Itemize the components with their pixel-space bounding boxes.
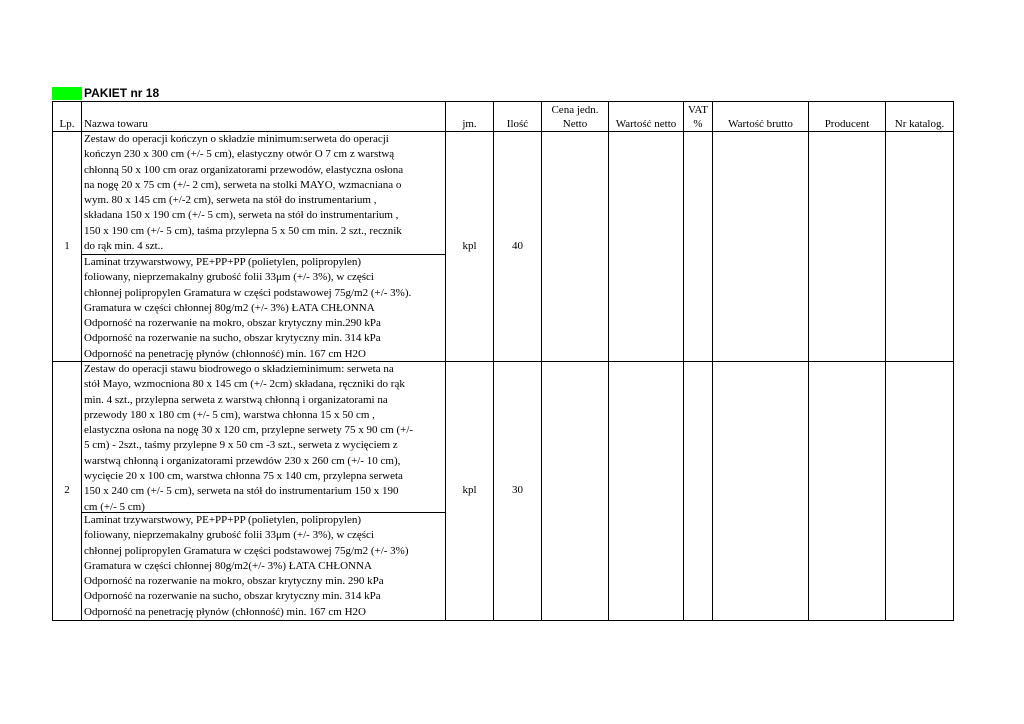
row-lp: 2 — [53, 362, 82, 621]
row-description — [82, 362, 446, 621]
header-cena-line2: Netto — [562, 118, 588, 130]
row-wartosc-brutto-cell[interactable] — [713, 132, 809, 362]
header-lp: Lp. — [53, 102, 82, 132]
table-row — [53, 362, 954, 621]
row-producent-cell[interactable] — [809, 132, 886, 362]
header-vat-line1: VAT — [688, 104, 708, 116]
row-description-set: Zestaw do operacji stawu biodrowego o składzieminimum: serweta na stół Mayo, wzmocniona 80 x 145 cm (+/- 2cm) składana, ręczniki do rąk min. 4 szt., przylepna serweta z warstwą chłonną i organizatorami na przewody 180 x 180 cm (+/- 5 cm), warstwa chłonna 15 x 50 cm , elastyczna osłona na nogę 30 x 120 cm, przylepne serwety 75 x 90 cm (+/- 5 cm) - 2szt., taśmy przylepne 9 x 50 cm -3 szt., serweta z wycięciem z warstwą chłonną i organizatorami przewdów 230 x 260 cm (+/- 10 cm), wycięcie 20 x 100 cm, warstwa chłonna 75 x 140 cm, przylepna serweta 150 x 240 cm (+/- 5 cm), serweta na stół do instrumentarium 150 x 190 cm (+/- 5 cm) — [84, 363, 414, 512]
header-ilosc: Ilość — [494, 102, 542, 132]
header-jm: jm. — [446, 102, 494, 132]
header-cena — [542, 102, 609, 132]
row-wartosc-netto-cell[interactable] — [609, 132, 684, 362]
table-row — [53, 132, 954, 362]
header-vat-line2: % — [693, 118, 703, 130]
header-nazwa: Nazwa towaru — [82, 102, 446, 132]
header-wartosc-brutto: Wartość brutto — [713, 102, 809, 132]
header-row — [53, 102, 954, 132]
row-description-material: Laminat trzywarstwowy, PE+PP+PP (polietylen, polipropylen) foliowany, nieprzemakalny grubość folii 33μm (+/- 3%), w części chłonnej polipropylen Gramatura w części podstawowej 75g/m2 (+/- 3%) Gramatura w części chłonnej 80g/m2(+/- 3%) ŁATA CHŁONNA Odporność na rozerwanie na mokro, obszar krytyczny min. 290 kPa Odporność na rozerwanie na sucho, obszar krytyczny min. 314 kPa Odporność na penetrację płynów (chłonność) min. 167 cm H2O — [82, 512, 445, 620]
product-table — [52, 101, 954, 621]
row-ilosc: 30 — [494, 362, 542, 621]
header-wartosc-netto: Wartość netto — [609, 102, 684, 132]
row-ilosc: 40 — [494, 132, 542, 362]
row-cena-cell[interactable] — [542, 362, 609, 621]
row-wartosc-brutto-cell[interactable] — [713, 362, 809, 621]
row-description-set: Zestaw do operacji kończyn o składzie minimum:serweta do operacji kończyn 230 x 300 cm (+/- 5 cm), elastyczny otwór O 7 cm z warstwą chłonną 50 x 100 cm oraz organizatorami przewodów, elastyczna osłona na nogę 20 x 75 cm (+/- 2 cm), serweta na stolki MAYO, wzmacniana o wym. 80 x 145 cm (+/-2 cm), serweta na stół do instrumentarium , składana 150 x 190 cm (+/- 5 cm), serweta na stół do instrumentarium , 150 x 190 cm (+/- 5 cm), taśma przylepna 5 x 50 cm min. 2 szt., recznik do rąk min. 4 szt.. — [84, 133, 404, 253]
row-vat-cell[interactable] — [684, 362, 713, 621]
row-nr-katalog-cell[interactable] — [886, 362, 954, 621]
row-wartosc-netto-cell[interactable] — [609, 362, 684, 621]
row-description — [82, 132, 446, 362]
header-cena-line1: Cena jedn. — [551, 104, 599, 116]
row-lp: 1 — [53, 132, 82, 362]
row-vat-cell[interactable] — [684, 132, 713, 362]
green-marker — [52, 87, 82, 100]
header-nr-katalog: Nr katalog. — [886, 102, 954, 132]
row-cena-cell[interactable] — [542, 132, 609, 362]
row-jm: kpl — [446, 132, 494, 362]
package-title: PAKIET nr 18 — [84, 86, 160, 100]
header-vat — [684, 102, 713, 132]
row-description-material: Laminat trzywarstwowy, PE+PP+PP (polietylen, polipropylen) foliowany, nieprzemakalny grubość folii 33μm (+/- 3%), w części chłonnej polipropylen Gramatura w części podstawowej 75g/m2 (+/- 3%). Gramatura w części chłonnej 80g/m2 (+/- 3%) ŁATA CHŁONNA Odporność na rozerwanie na mokro, obszar krytyczny min.290 kPa Odporność na rozerwanie na sucho, obszar krytyczny min. 314 kPa Odporność na penetrację płynów (chłonność) min. 167 cm H2O — [82, 254, 445, 361]
row-jm: kpl — [446, 362, 494, 621]
header-producent: Producent — [809, 102, 886, 132]
row-producent-cell[interactable] — [809, 362, 886, 621]
row-nr-katalog-cell[interactable] — [886, 132, 954, 362]
